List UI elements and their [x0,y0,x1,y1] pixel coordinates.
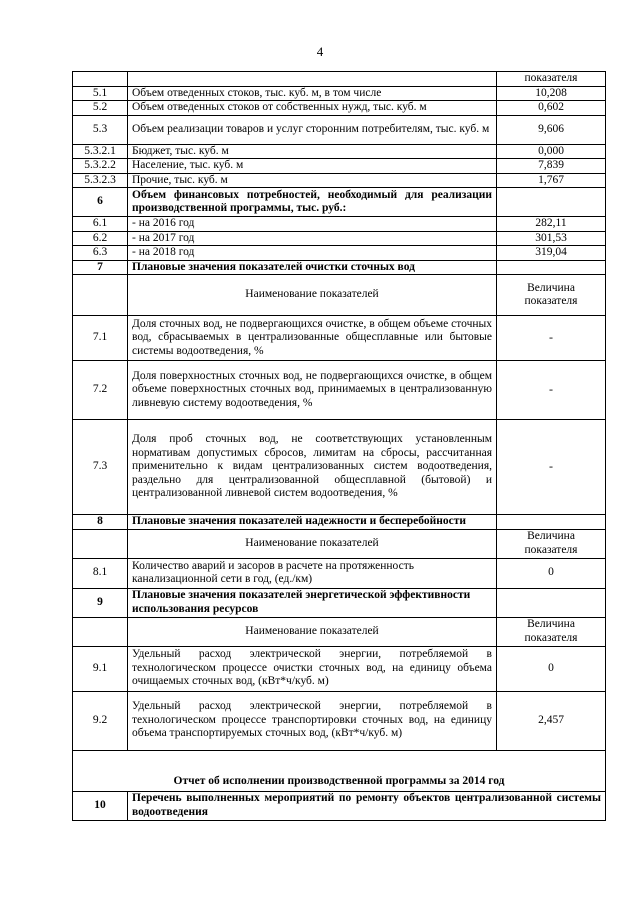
column-header-value: Величина показателя [497,529,606,558]
section-number: 10 [73,791,128,820]
row-text-cell: Доля сточных вод, не подвергающихся очистке, в общем объеме сточных вод, сбрасываемых в централизованные общесплавные или бытовые системы водоотведения, % [128,316,497,361]
section-number: 6 [73,188,128,217]
table-row [73,173,606,188]
row-value-cell: 1,767 [497,173,606,188]
row-value-cell: 0,602 [497,101,606,116]
column-header-name: Наименование показателей [128,529,497,558]
table-row [73,246,606,261]
row-number-cell: 8.1 [73,558,128,588]
row-number-cell: 7.3 [73,420,128,515]
empty-cell [73,617,128,646]
section-title: Плановые значения показателей энергетической эффективности использования ресурсов [128,588,497,617]
empty-cell [73,275,128,316]
section-header-row [73,588,606,617]
row-text-cell: Прочие, тыс. куб. м [128,173,497,188]
row-text-cell: Бюджет, тыс. куб. м [128,144,497,159]
column-header-row [73,275,606,316]
row-number-cell: 6.1 [73,217,128,232]
table-row [73,420,606,515]
section-header-row [73,188,606,217]
row-text-cell: - на 2016 год [128,217,497,232]
row-text-cell: Объем отведенных стоков от собственных нужд, тыс. куб. м [128,101,497,116]
table-row [73,231,606,246]
row-number-cell: 5.2 [73,101,128,116]
column-header-row [73,617,606,646]
column-header-name: Наименование показателей [128,275,497,316]
row-number-cell [73,72,128,87]
row-text-cell: Объем реализации товаров и услуг сторонним потребителям, тыс. куб. м [128,115,497,144]
report-heading-row [73,750,606,791]
section-header-row [73,791,606,820]
section-number: 8 [73,515,128,530]
table-row [73,159,606,174]
row-text-cell: Население, тыс. куб. м [128,159,497,174]
row-number-cell: 5.3.2.3 [73,173,128,188]
row-number-cell: 6.3 [73,246,128,261]
row-number-cell: 7.2 [73,361,128,420]
section-header-row [73,260,606,275]
row-value-cell: - [497,361,606,420]
row-number-cell: 5.3 [73,115,128,144]
row-value-cell: 7,839 [497,159,606,174]
column-header-value: Величина показателя [497,617,606,646]
row-value-cell: 0 [497,646,606,691]
column-header-value: Величина показателя [497,275,606,316]
row-value-cell: 319,04 [497,246,606,261]
empty-cell [497,588,606,617]
row-value-cell: 301,53 [497,231,606,246]
table-row [73,646,606,691]
row-value-cell: 0 [497,558,606,588]
row-number-cell: 5.3.2.2 [73,159,128,174]
row-text-cell: Доля проб сточных вод, не соответствующих установленным нормативам допустимых сбросов, лимитам на сбросы, рассчитанная применительно к видам централизованных систем водоотведения, раздельно для централизованной общесплавной (бытовой) и централизованной ливневой систем водоотведения, % [128,420,497,515]
row-text-cell: Удельный расход электрической энергии, потребляемой в технологическом процессе транспортировки сточных вод, на единицу объема транспортируемых сточных вод, (кВт*ч/куб. м) [128,691,497,750]
row-number-cell: 9.2 [73,691,128,750]
section-header-row [73,515,606,530]
row-value-cell: 0,000 [497,144,606,159]
row-value-cell: показателя [497,72,606,87]
row-number-cell: 6.2 [73,231,128,246]
row-text-cell [128,72,497,87]
row-text-cell: Удельный расход электрической энергии, потребляемой в технологическом процессе очистки сточных вод, на единицу объема очищаемых сточных вод, (кВт*ч/куб. м) [128,646,497,691]
section-number: 7 [73,260,128,275]
row-number-cell: 5.1 [73,86,128,101]
empty-cell [497,515,606,530]
row-text-cell: Объем отведенных стоков, тыс. куб. м, в том числе [128,86,497,101]
empty-cell [497,260,606,275]
section-title: Плановые значения показателей надежности и бесперебойности [128,515,497,530]
section-title: Объем финансовых потребностей, необходимый для реализации производственной программы, тыс. руб.: [128,188,497,217]
row-text-cell: Количество аварий и засоров в расчете на протяженность канализационной сети в год, (ед./км) [128,558,497,588]
row-value-cell: 2,457 [497,691,606,750]
row-value-cell: - [497,420,606,515]
table-row [73,115,606,144]
table-row [73,101,606,116]
report-title: Отчет об исполнении производственной программы за 2014 год [73,750,606,791]
row-number-cell: 5.3.2.1 [73,144,128,159]
section-number: 9 [73,588,128,617]
table-row [73,144,606,159]
table-row [73,691,606,750]
row-value-cell: 9,606 [497,115,606,144]
table-row [73,217,606,232]
row-number-cell: 9.1 [73,646,128,691]
table-row [73,361,606,420]
section-title: Плановые значения показателей очистки сточных вод [128,260,497,275]
row-text-cell: - на 2017 год [128,231,497,246]
table-row [73,72,606,87]
table-row [73,316,606,361]
section-title: Перечень выполненных мероприятий по ремонту объектов централизованной системы водоотведения [128,791,606,820]
column-header-name: Наименование показателей [128,617,497,646]
row-value-cell: - [497,316,606,361]
row-value-cell: 10,208 [497,86,606,101]
row-text-cell: Доля поверхностных сточных вод, не подвергающихся очистке, в общем объеме поверхностных сточных вод, принимаемых в централизованную ливневую систему водоотведения, % [128,361,497,420]
row-number-cell: 7.1 [73,316,128,361]
table-row [73,86,606,101]
column-header-row [73,529,606,558]
row-value-cell: 282,11 [497,217,606,232]
production-program-table [72,71,606,821]
page-number: 4 [316,44,324,59]
empty-cell [73,529,128,558]
empty-cell [497,188,606,217]
table-row [73,558,606,588]
row-text-cell: - на 2018 год [128,246,497,261]
